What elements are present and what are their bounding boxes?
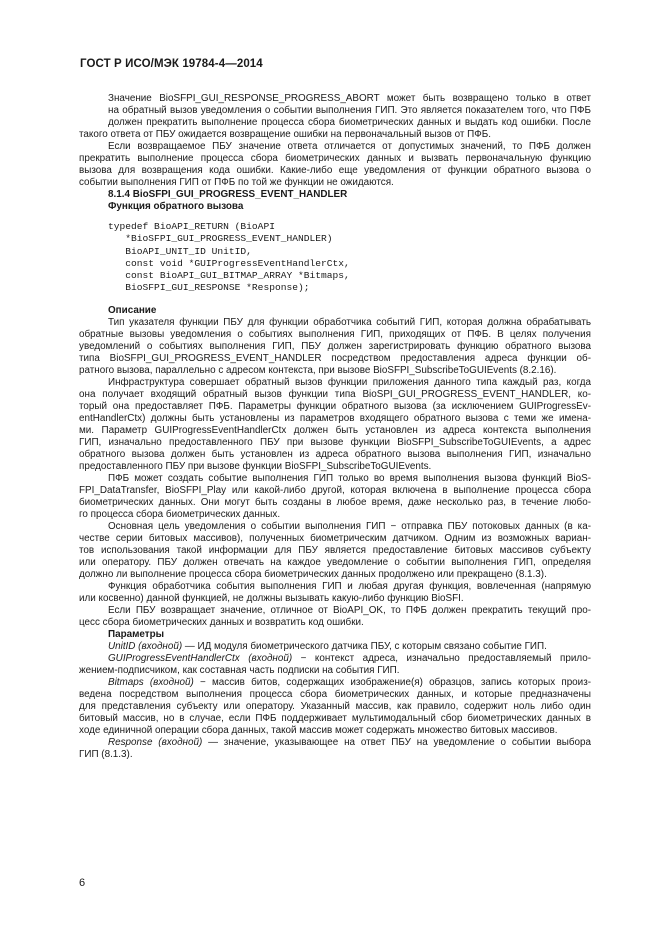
parameters-heading: Параметры [108, 628, 165, 640]
param-term: GUIProgressEventHandlerCtx (входной) [108, 652, 293, 664]
page-number: 6 [79, 877, 86, 889]
code-line: const void *GUIProgressEventHandlerCtx, [108, 257, 350, 269]
description-paragraph-5: Функция обработчика события выполнения ГИП и любая другая функция, вовлеченная (напрямую или косвенно) данной функцией, не должны вызывать какую-либо функцию BioSFI. [79, 580, 591, 604]
paragraph-invalid-response: Если возвращаемое ПБУ значение ответа отличается от допустимых значений, то ПФБ должен прекратить выполнение процесса сбора биометрических данных и вызвать первоначальную функцию вызова для возвращения кода ошибки. Какие-либо еще уведомления от функции обратного вызова о событии выполнения ГИП от ПФБ по той же функции не ожидаются. [79, 141, 591, 188]
param-term: Response (входной) [108, 736, 203, 748]
section-heading: 8.1.4 BioSFPI_GUI_PROGRESS_EVENT_HANDLER [108, 189, 348, 200]
code-line: const BioAPI_GUI_BITMAP_ARRAY *Bitmaps, [108, 270, 350, 282]
description-heading: Описание [108, 304, 157, 316]
param-gui-progress-ctx: GUIProgressEventHandlerCtx (входной) − контекст адреса, изначально предоставляемый прило- жением-подписчиком, как составная часть подписки на события ГИП. [79, 652, 591, 676]
description-paragraph-4: Основная цель уведомления о событии выполнения ГИП − отправка ПБУ потоковых данных (в ка- честве серии битовых массивов), полученных биометрическим датчиком. Одним из возможных вариан- тов использования такой информации для ПБУ является предоставление битовых массивов субъекту или оператору. ПБУ должен отвечать на каждое уведомление о событии выполнения ГИП, определяя должно ли выполнение процесса сбора биометрических данных продолжено или прекращено (8.1.3). [79, 520, 591, 580]
param-unitid: UnitID (входной) — ИД модуля биометрического датчика ПБУ, с которым связано событие ГИП. [108, 640, 547, 652]
param-response: Response (входной) — значение, указывающее на ответ ПБУ на уведомление о событии выбора ГИП (8.1.3). [79, 736, 591, 760]
code-line: BioAPI_UNIT_ID UnitID, [108, 245, 252, 257]
description-paragraph-6: Если ПБУ возвращает значение, отличное от BioAPI_OK, то ПФБ должен прекратить текущий про- цесс сбора биометрических данных и возвратить код ошибки. [79, 604, 591, 628]
param-bitmaps: Bitmaps (входной) − массив битов, содержащих изображение(я) образцов, запись которых произ- ведена посредством выполнения процесса сбора биометрических данных, и которые предназначены для представления субъекту или оператору. Указанный массив, как правило, содержит ноль либо один битовый массив, но в случае, если ПФБ поддерживает мультимодальный сбор биометрических данных в ходе единичной операции сбора данных, такой массив может содержать множество битовых массивов. [79, 676, 592, 736]
code-block [79, 221, 591, 295]
description-paragraph-2: Инфраструктура совершает обратный вызов функции приложения данного типа каждый раз, когда она получает входящий обратный вызов функции типа BioSPI_GUI_PROGRESS_EVENT_HANDLER, ко- торый она предоставляет ПФБ. Параметры функции обратного вызова (за исключением GUIProgressEv- entHandlerCtx) должны быть установлены из параметров входящего обратного вызова с теми же имена- ми. Параметр GUIProgressEventHandlerCtx должен быть установлен из адреса контекста выполнения ГИП, изначально предоставленного ПБУ при вызове функции BioSFPI_SubscribeToGUIEvents, а адрес обратного вызова должен быть установлен из адреса обратного вызова выполнения ГИП, изначально предоставленного ПБУ при вызове функции BioSFPI_SubscribeToGUIEvents. [79, 376, 591, 472]
description-paragraph-1: Тип указателя функции ПБУ для функции обработчика событий ГИП, которая должна обрабатывать обратные вызовы уведомления о событиях выполнения ГИП, приходящих от ПФБ. В целях получения уведомлений о событиях выполнения ГИП, ПБУ должен зарегистрировать функцию обратного вызова типа BioSFPI_GUI_PROGRESS_EVENT_HANDLER посредством предоставления адреса функции об- ратного вызова, параллельно с адресом контекста, при вызове BioSFPI_SubscribeToGUIEvents (8.2.16). [79, 316, 591, 376]
param-term: Bitmaps (входной) [108, 676, 194, 688]
param-term: UnitID (входной) [108, 640, 183, 652]
code-line: BioSFPI_GUI_RESPONSE *Response); [108, 282, 310, 294]
function-heading: Функция обратного вызова [108, 201, 244, 212]
code-line: typedef BioAPI_RETURN (BioAPI [108, 221, 275, 232]
paragraph-abort-value: Значение BioSFPI_GUI_RESPONSE_PROGRESS_ABORT может быть возвращено только в ответ на обратный вызов уведомления о событии выполнения ГИП. Это является показателем того, что ПФБ должен прекратить выполнение процесса сбора биометрических данных и выдать код ошибки. После такого ответа от ПБУ ожидается возвращение ошибки на первоначальный вызов от ПФБ. [79, 93, 591, 140]
code-line: *BioSFPI_GUI_PROGRESS_EVENT_HANDLER) [108, 233, 333, 245]
document-header: ГОСТ Р ИСО/МЭК 19784-4—2014 [80, 58, 263, 70]
page-body [79, 93, 591, 761]
description-paragraph-3: ПФБ может создать событие выполнения ГИП только во время выполнения вызова функций BioS- FPI_DataTransfer, BioSFPI_Play или какой-либо другой, которая включена в выполнение процесса сбора биометрических данных. Они могут быть созданы в любое время, даже несколько раз, в течение любо- го процесса сбора биометрических данных. [79, 472, 591, 520]
